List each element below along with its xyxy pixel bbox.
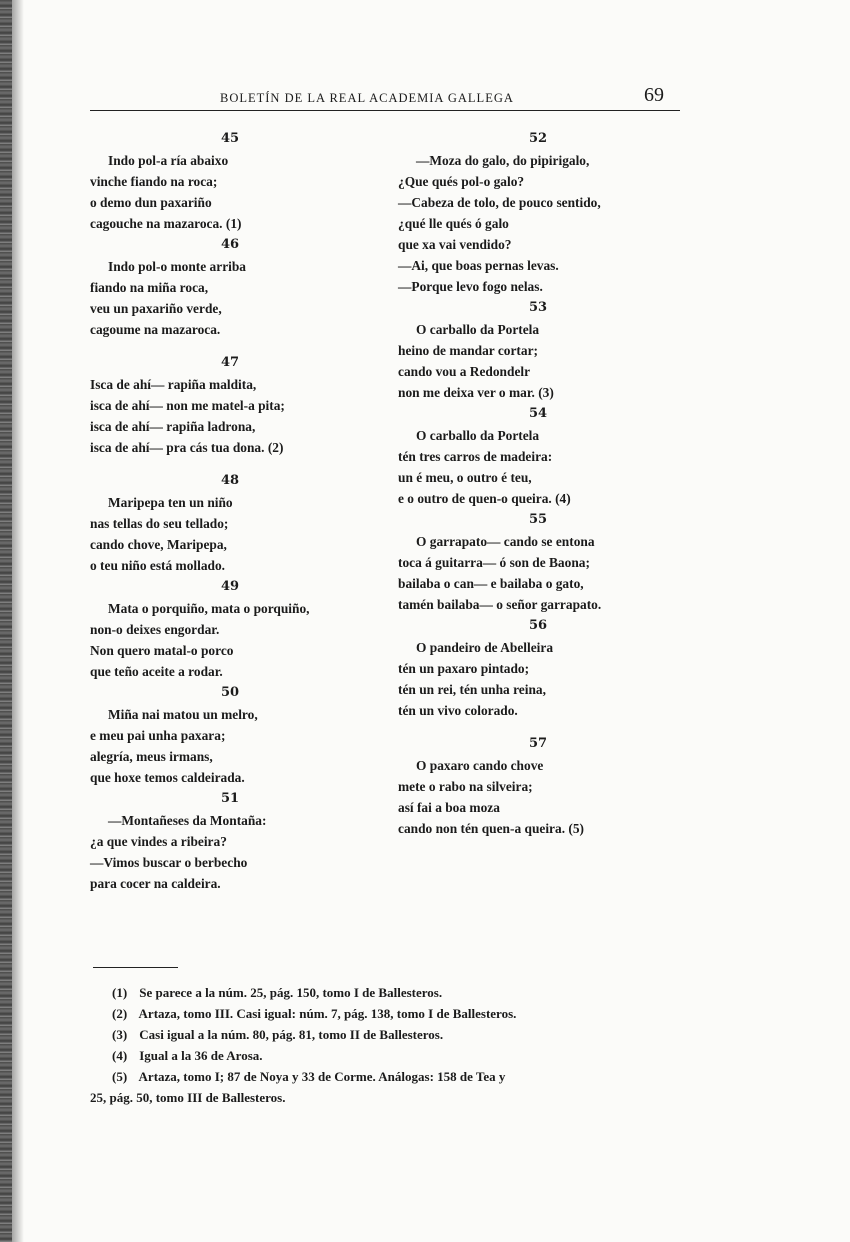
poem-line: Miña nai matou un melro, [108, 707, 258, 722]
poem-line: tén un vivo colorado. [398, 703, 518, 718]
poem-line: tén tres carros de madeira: [398, 449, 553, 464]
spine-shadow [12, 0, 24, 1242]
left-column [90, 128, 390, 894]
poem-line: que teño aceite a rodar. [90, 664, 223, 679]
poem-line: —Porque levo fogo nelas. [398, 279, 543, 294]
poem-line: toca á guitarra— ó son de Baona; [398, 555, 590, 570]
poem-line: tén un rei, tén unha reina, [398, 682, 546, 697]
poem-number: 49 [220, 579, 240, 594]
poem-47 [90, 352, 390, 458]
footnote-mark: (1) [112, 985, 128, 1000]
poem-line: isca de ahí— rapiña ladrona, [90, 419, 256, 434]
poem-line: O carballo da Portela [416, 322, 540, 337]
poem-number: 50 [220, 685, 240, 700]
poem-line: para cocer na caldeira. [90, 876, 221, 891]
footnotes [90, 982, 690, 1108]
poem-line: Non quero matal-o porco [90, 643, 234, 658]
footnote-mark: (2) [112, 1006, 128, 1021]
poem-54 [398, 403, 698, 509]
book-spine-edge [0, 0, 12, 1242]
poem-line: —Ai, que boas pernas levas. [398, 258, 559, 273]
poem-line: non-o deixes engordar. [90, 622, 220, 637]
poem-line: fiando na miña roca, [90, 280, 209, 295]
running-header [90, 82, 680, 111]
footnote-4 [90, 1045, 690, 1066]
poem-55 [398, 509, 698, 615]
poem-line: nas tellas do seu tellado; [90, 516, 229, 531]
poem-line: cagoume na mazaroca. [90, 322, 221, 337]
poem-56 [398, 615, 698, 721]
poem-line: ¿a que vindes a ribeira? [90, 834, 227, 849]
poem-line: o demo dun paxariño [90, 195, 212, 210]
footnote-mark: (5) [112, 1069, 128, 1084]
poem-line: O garrapato— cando se entona [416, 534, 595, 549]
poem-line: e o outro de quen-o queira. (4) [398, 491, 571, 506]
poem-50 [90, 682, 390, 788]
poem-line: vinche fiando na roca; [90, 174, 218, 189]
poem-number: 57 [528, 736, 548, 751]
poem-49 [90, 576, 390, 682]
poem-line: así fai a boa moza [398, 800, 500, 815]
footnote-separator [93, 967, 178, 968]
poem-53 [398, 297, 698, 403]
footnote-text: Casi igual a la núm. 80, pág. 81, tomo II de Ballesteros. [139, 1027, 444, 1042]
poem-line: heino de mandar cortar; [398, 343, 538, 358]
footnote-text: Artaza, tomo I; 87 de Noya y 33 de Corme. Análogas: 158 de Tea y [138, 1069, 506, 1084]
poem-line: Indo pol-a ría abaixo [108, 153, 229, 168]
poem-line: Isca de ahí— rapiña maldita, [90, 377, 257, 392]
poem-line: o teu niño está mollado. [90, 558, 226, 573]
footnote-5-continuation: 25, pág. 50, tomo III de Ballesteros. [90, 1090, 286, 1105]
poem-line: cando non tén quen-a queira. (5) [398, 821, 585, 836]
poem-line: cagouche na mazaroca. (1) [90, 216, 242, 231]
poem-line: mete o rabo na silveira; [398, 779, 533, 794]
poem-number: 47 [220, 355, 240, 370]
poem-46 [90, 234, 390, 340]
poem-line: un é meu, o outro é teu, [398, 470, 532, 485]
poem-line: —Vimos buscar o berbecho [90, 855, 248, 870]
poem-line: Mata o porquiño, mata o porquiño, [108, 601, 310, 616]
footnote-mark: (3) [112, 1027, 128, 1042]
footnote-2 [90, 1003, 690, 1024]
journal-title: BOLETÍN DE LA REAL ACADEMIA GALLEGA [220, 91, 514, 105]
poem-52 [398, 128, 698, 297]
footnote-text: Se parece a la núm. 25, pág. 150, tomo I de Ballesteros. [139, 985, 443, 1000]
right-column [398, 128, 698, 839]
poem-line: isca de ahí— non me matel-a pita; [90, 398, 285, 413]
poem-line: e meu pai unha paxara; [90, 728, 226, 743]
poem-number: 56 [528, 618, 548, 633]
poem-51 [90, 788, 390, 894]
poem-number: 55 [528, 512, 548, 527]
poem-number: 51 [220, 791, 240, 806]
poem-line: —Cabeza de tolo, de pouco sentido, [398, 195, 601, 210]
poem-number: 54 [528, 406, 548, 421]
footnote-mark: (4) [112, 1048, 128, 1063]
footnote-3 [90, 1024, 690, 1045]
poem-line: tén un paxaro pintado; [398, 661, 530, 676]
poem-45 [90, 128, 390, 234]
poem-line: —Moza do galo, do pipirigalo, [416, 153, 590, 168]
footnote-text: Artaza, tomo III. Casi igual: núm. 7, pág. 138, tomo I de Ballesteros. [138, 1006, 517, 1021]
poem-number: 53 [528, 300, 548, 315]
poem-number: 52 [528, 131, 548, 146]
poem-line: cando vou a Redondelr [398, 364, 531, 379]
poem-line: Maripepa ten un niño [108, 495, 233, 510]
poem-line: cando chove, Maripepa, [90, 537, 227, 552]
poem-line: que xa vai vendido? [398, 237, 512, 252]
poem-number: 48 [220, 473, 240, 488]
poem-line: ¿qué lle qués ó galo [398, 216, 509, 231]
poem-line: alegría, meus irmans, [90, 749, 213, 764]
poem-line: ¿Que qués pol-o galo? [398, 174, 525, 189]
poem-line: Indo pol-o monte arriba [108, 259, 247, 274]
page-number: 69 [644, 84, 664, 106]
poem-number: 45 [220, 131, 240, 146]
poem-line: O pandeiro de Abelleira [416, 640, 554, 655]
poem-48 [90, 470, 390, 576]
poem-line: tamén bailaba— o señor garrapato. [398, 597, 602, 612]
poem-line: que hoxe temos caldeirada. [90, 770, 245, 785]
footnote-text: Igual a la 36 de Arosa. [139, 1048, 263, 1063]
poem-line: —Montañeses da Montaña: [108, 813, 267, 828]
footnote-1 [90, 982, 690, 1003]
poem-57 [398, 733, 698, 839]
poem-number: 46 [220, 237, 240, 252]
poem-line: isca de ahí— pra cás tua dona. (2) [90, 440, 284, 455]
poem-line: O paxaro cando chove [416, 758, 544, 773]
poem-line: O carballo da Portela [416, 428, 540, 443]
poem-line: bailaba o can— e bailaba o gato, [398, 576, 584, 591]
poem-line: non me deixa ver o mar. (3) [398, 385, 554, 400]
poem-line: veu un paxariño verde, [90, 301, 222, 316]
footnote-5 [90, 1066, 690, 1087]
